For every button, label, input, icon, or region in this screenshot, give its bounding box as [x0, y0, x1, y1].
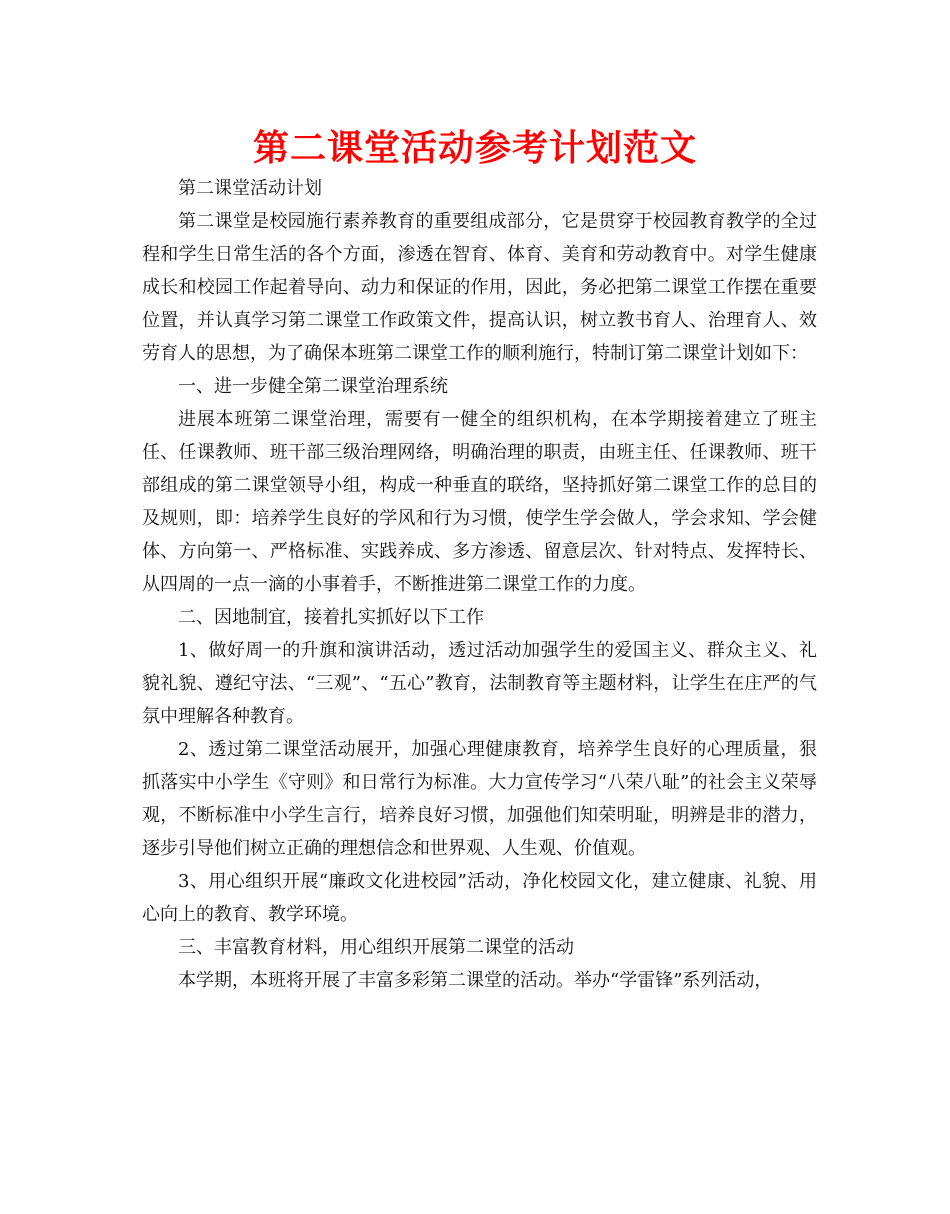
section-heading-2: 二、因地制宜，接着扎实抓好以下工作 [178, 607, 484, 628]
paragraph-intro: 第二课堂是校园施行素养教育的重要组成部分，它是贯穿于校园教育教学的全过程和学生日常生活的各个方面，渗透在智育、体育、美育和劳动教育中。对学生健康成长和校园工作起着导向、动力和保证的作用，因此，务必把第二课堂工作摆在重要位置，并认真学习第二课堂工作政策文件，提高认识，树立教书育人、治理育人、效劳育人的思想，为了确保本班第二课堂工作的顺利施行，特制订第二课堂计划如下： [142, 211, 817, 364]
paragraph-item-2: 2、透过第二课堂活动展开，加强心理健康教育，培养学生良好的心理质量，狠抓落实中小学生《守则》和日常行为标准。大力宣传学习“八荣八耻”的社会主义荣辱观，不断标准中小学生言行，培养良好习惯，加强他们知荣明耻，明辨是非的潜力，逐步引导他们树立正确的理想信念和世界观、人生观、价值观。 [142, 739, 817, 859]
paragraph-item-3: 3、用心组织开展“廉政文化进校园”活动，净化校园文化，建立健康、礼貌、用心向上的教育、教学环境。 [142, 871, 817, 925]
section-heading-3: 三、丰富教育材料，用心组织开展第二课堂的活动 [178, 937, 574, 958]
paragraph-management: 进展本班第二课堂治理，需要有一健全的组织机构，在本学期接着建立了班主任、任课教师、班干部三级治理网络，明确治理的职责，由班主任、任课教师、班干部组成的第二课堂领导小组，构成一种垂直的联络，坚持抓好第二课堂工作的总目的及规则，即：培养学生良好的学风和行为习惯，使学生学会做人，学会求知、学会健体、方向第一、严格标准、实践养成、多方渗透、留意层次、针对特点、发挥特长、从四周的一点一滴的小事着手，不断推进第二课堂工作的力度。 [142, 409, 817, 595]
paragraph-activities: 本学期，本班将开展了丰富多彩第二课堂的活动。举办“学雷锋”系列活动， [178, 970, 773, 991]
section-heading-plan: 第二课堂活动计划 [178, 178, 322, 199]
document-body [142, 172, 817, 997]
paragraph-item-1: 1、做好周一的升旗和演讲活动，透过活动加强学生的爱国主义、群众主义、礼貌礼貌、遵纪守法、“三观”、“五心”教育，法制教育等主题材料，让学生在庄严的气氛中理解各种教育。 [142, 640, 817, 727]
section-heading-1: 一、进一步健全第二课堂治理系统 [178, 376, 448, 397]
document-title: 第二课堂活动参考计划范文 [252, 127, 697, 169]
